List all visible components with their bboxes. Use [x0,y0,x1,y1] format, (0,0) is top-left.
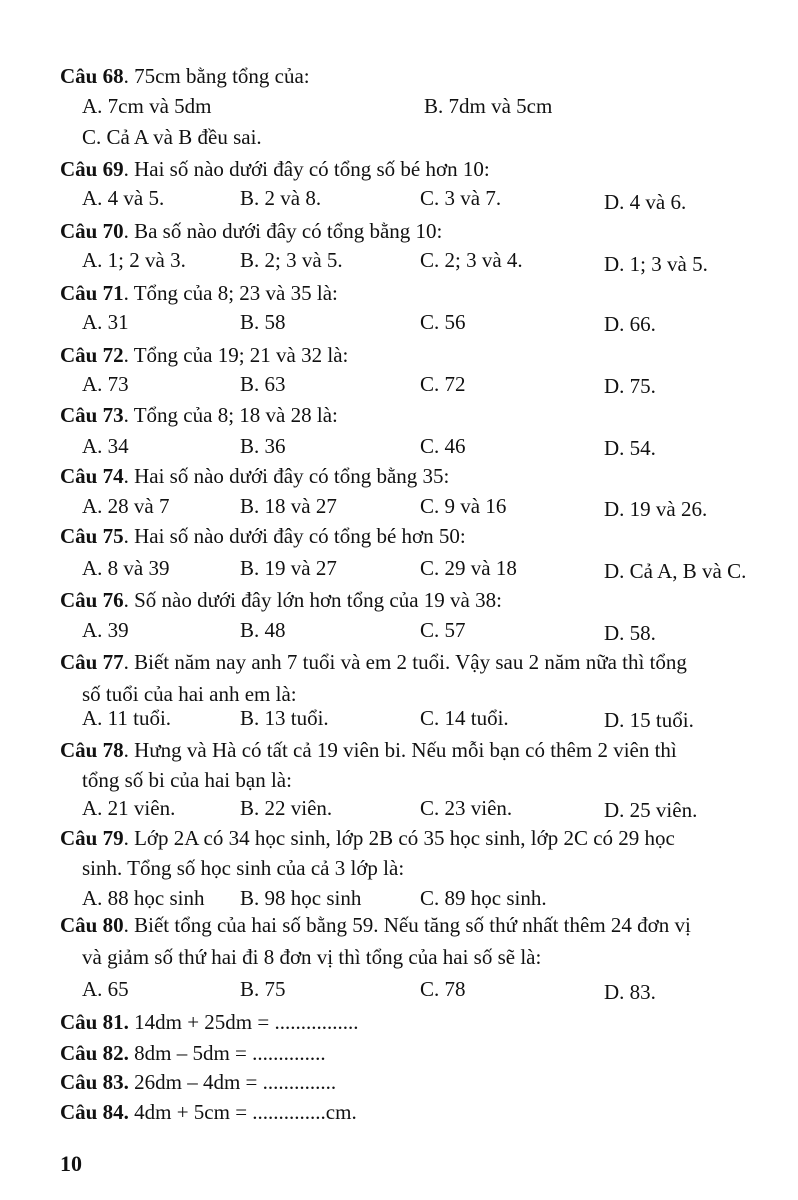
question-number: Câu 70 [60,219,124,243]
answer-option: C. 2; 3 và 4. [420,248,523,272]
question-text: . Lớp 2A có 34 học sinh, lớp 2B có 35 học sinh, lớp 2C có 29 học [123,826,675,850]
question-9 [60,650,687,674]
question-text: . Hai số nào dưới đây có tổng bằng 35: [123,464,450,488]
question-text: . Hưng và Hà có tất cả 19 viên bi. Nếu mỗi bạn có thêm 2 viên thì [123,738,677,762]
question-16 [60,1100,357,1124]
answer-option: B. 58 [240,310,286,334]
answer-option: D. 75. [604,374,656,398]
answer-option: C. 57 [420,618,466,642]
question-8 [60,588,502,612]
question-text: 14dm + 25dm = ................ [128,1010,359,1034]
answer-option: C. 29 và 18 [420,556,517,580]
answer-option: B. 2; 3 và 5. [240,248,343,272]
question-12 [60,913,691,937]
answer-option: C. 23 viên. [420,796,513,820]
answer-option: B. 98 học sinh [240,886,362,910]
question-number: Câu 81. [60,1010,129,1034]
question-text: 4dm + 5cm = ..............cm. [128,1100,357,1124]
answer-option: D. 66. [604,312,656,336]
answer-option: A. 11 tuổi. [82,706,172,730]
answer-option: C. 14 tuổi. [420,706,509,730]
question-number: Câu 82. [60,1041,129,1065]
question-number: Câu 72 [60,343,124,367]
answer-option: A. 39 [82,618,129,642]
answer-option: A. 7cm và 5dm [82,94,212,118]
answer-option: C. 9 và 16 [420,494,507,518]
answer-option: A. 4 và 5. [82,186,165,210]
answer-option: B. 36 [240,434,286,458]
question-7 [60,524,466,548]
question-11 [60,826,675,850]
answer-option: B. 13 tuổi. [240,706,329,730]
answer-option: D. Cả A, B và C. [604,559,747,583]
answer-option: C. 89 học sinh. [420,886,547,910]
question-number: Câu 79 [60,826,124,850]
answer-option: A. 73 [82,372,129,396]
question-text: . Hai số nào dưới đây có tổng bé hơn 50: [123,524,466,548]
question-text: . Tổng của 8; 23 và 35 là: [123,281,338,305]
question-number: Câu 69 [60,157,124,181]
answer-option: D. 58. [604,621,656,645]
question-3 [60,281,338,305]
answer-option: C. Cả A và B đều sai. [82,125,262,149]
answer-option: D. 19 và 26. [604,497,708,521]
question-number: Câu 75 [60,524,124,548]
answer-option: A. 8 và 39 [82,556,170,580]
answer-option: A. 88 học sinh [82,886,205,910]
question-continuation: và giảm số thứ hai đi 8 đơn vị thì tổng của hai số sẽ là: [82,945,542,969]
answer-option: D. 83. [604,980,656,1004]
question-text: 8dm – 5dm = .............. [128,1041,326,1065]
question-text: . Hai số nào dưới đây có tổng số bé hơn 10: [123,157,490,181]
answer-option: B. 22 viên. [240,796,333,820]
answer-option: C. 78 [420,977,466,1001]
answer-option: C. 56 [420,310,466,334]
answer-option: A. 21 viên. [82,796,176,820]
question-13 [60,1010,358,1034]
question-text: . Biết năm nay anh 7 tuổi và em 2 tuổi. Vậy sau 2 năm nữa thì tổng [123,650,687,674]
answer-option: A. 1; 2 và 3. [82,248,186,272]
answer-option: B. 2 và 8. [240,186,322,210]
question-number: Câu 74 [60,464,124,488]
question-text: . Tổng của 19; 21 và 32 là: [123,343,349,367]
question-number: Câu 84. [60,1100,129,1124]
question-4 [60,343,348,367]
answer-option: D. 4 và 6. [604,190,687,214]
question-15 [60,1070,336,1094]
question-text: . Biết tổng của hai số bằng 59. Nếu tăng số thứ nhất thêm 24 đơn vị [123,913,691,937]
question-continuation: số tuổi của hai anh em là: [82,682,297,706]
question-text: . Số nào dưới đây lớn hơn tổng của 19 và 38: [123,588,502,612]
answer-option: B. 75 [240,977,286,1001]
question-10 [60,738,677,762]
question-continuation: tổng số bi của hai bạn là: [82,768,292,792]
question-2 [60,219,442,243]
answer-option: C. 46 [420,434,466,458]
question-1 [60,157,490,181]
question-number: Câu 68 [60,64,124,88]
answer-option: C. 3 và 7. [420,186,502,210]
answer-option: B. 63 [240,372,286,396]
question-number: Câu 78 [60,738,124,762]
question-number: Câu 80 [60,913,124,937]
question-number: Câu 76 [60,588,124,612]
question-5 [60,403,338,427]
answer-option: A. 31 [82,310,129,334]
question-text: . Tổng của 8; 18 và 28 là: [123,403,338,427]
answer-option: C. 72 [420,372,466,396]
answer-option: D. 54. [604,436,656,460]
question-text: . Ba số nào dưới đây có tổng bằng 10: [123,219,443,243]
question-number: Câu 77 [60,650,124,674]
question-text: . 75cm bằng tổng của: [123,64,310,88]
question-number: Câu 83. [60,1070,129,1094]
question-6 [60,464,449,488]
answer-option: B. 48 [240,618,286,642]
answer-option: B. 19 và 27 [240,556,337,580]
question-0 [60,64,310,88]
answer-option: A. 34 [82,434,129,458]
answer-option: A. 28 và 7 [82,494,170,518]
answer-option: D. 15 tuổi. [604,708,694,732]
answer-option: B. 18 và 27 [240,494,337,518]
answer-option: B. 7dm và 5cm [424,94,553,118]
page-number: 10 [60,1151,82,1176]
question-14 [60,1041,326,1065]
answer-option: D. 1; 3 và 5. [604,252,708,276]
question-number: Câu 71 [60,281,124,305]
question-continuation: sinh. Tổng số học sinh của cả 3 lớp là: [82,856,405,880]
question-text: 26dm – 4dm = .............. [128,1070,337,1094]
answer-option: A. 65 [82,977,129,1001]
question-number: Câu 73 [60,403,124,427]
answer-option: D. 25 viên. [604,798,698,822]
